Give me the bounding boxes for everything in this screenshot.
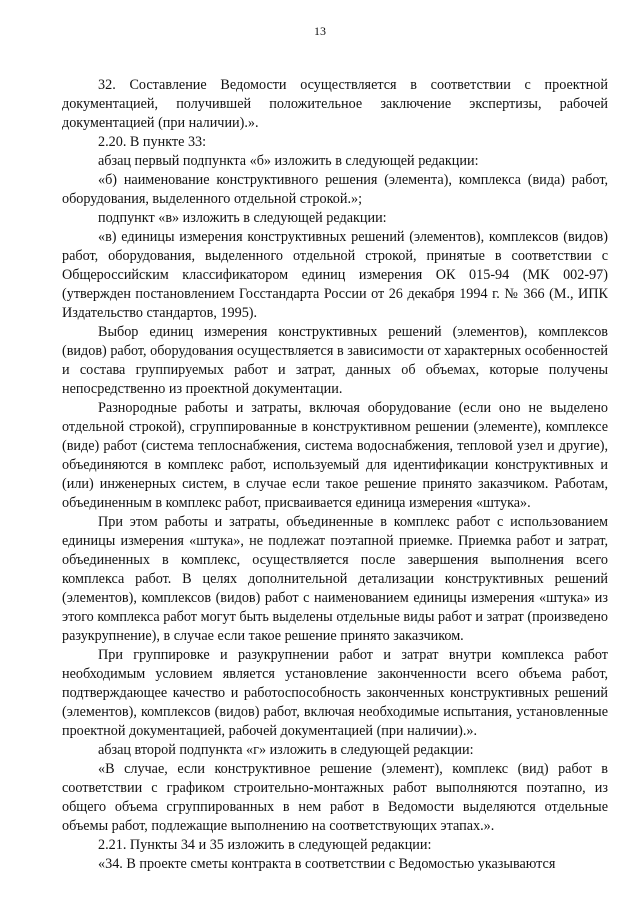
page-number: 13	[314, 24, 326, 38]
paragraph-11: абзац второй подпункта «г» изложить в следующей редакции:	[98, 742, 474, 758]
paragraph-2: 2.20. В пункте 33:	[98, 134, 207, 150]
paragraph-8: Разнородные работы и затраты, включая оборудование (если оно не выделено отдельной строкой), сгруппированные в конструктивном решении (элементе), комплексе (виде) работ (система теплоснабжения, система водоснабжения, тепловой узел и другие), объединяются в комплекс работ, используемый для идентификации конструктивных и (или) инженерных систем, в случае если такое решение принято заказчиком. Работам, объединенным в комплекс работ, присваивается единица измерения «штука».	[62, 400, 608, 511]
paragraph-7: Выбор единиц измерения конструктивных решений (элементов), комплексов (видов) работ, оборудования осуществляется в зависимости от характерных особенностей и состава группируемых работ и затрат, данных об объемах, которые получены непосредственно из проектной документации.	[62, 324, 608, 397]
paragraph-5: подпункт «в» изложить в следующей редакции:	[98, 210, 387, 226]
paragraph-9: При этом работы и затраты, объединенные в комплекс работ с использованием единицы измерения «штука», не подлежат поэтапной приемке. Приемка работ и затрат, объединенных в комплекс, осуществляется после завершения выполнения всего комплекса работ. В целях дополнительной детализации конструктивных решений (элементов), комплексов (видов) работ с наименованием единицы измерения «штука» из этого комплекса работ могут быть выделены отдельные виды работ и затрат (произведено разукрупнение), в случае если такое решение принято заказчиком.	[62, 514, 608, 644]
paragraph-10: При группировке и разукрупнении работ и затрат внутри комплекса работ необходимым условием является установление законченности всего объема работ, подтверждающее качество и работоспособность законченных конструктивных решений (элементов), комплексов (видов) работ, включая необходимые испытания, установленные проектной документацией, рабочей документацией (при наличии).».	[62, 647, 608, 739]
paragraph-14: «34. В проекте сметы контракта в соответствии с Ведомостью указываются	[98, 856, 556, 872]
paragraph-3: абзац первый подпункта «б» изложить в следующей редакции:	[98, 153, 479, 169]
document-body	[62, 76, 608, 874]
paragraph-6: «в) единицы измерения конструктивных решений (элементов), комплексов (видов) работ, оборудования, выделенного отдельной строкой, принятые в соответствии с Общероссийским классификатором единиц измерения ОК 015-94 (МК 002-97) (утвержден постановлением Госстандарта России от 26 декабря 1994 г. № 366 (М., ИПК Издательство стандартов, 1995).	[62, 229, 608, 321]
paragraph-12: «В случае, если конструктивное решение (элемент), комплекс (вид) работ в соответствии с графиком строительно-монтажных работ выполняются поэтапно, из общего объема сгруппированных в нем работ в Ведомости выделяются отдельные объемы работ, подлежащие выполнению на соответствующих этапах.».	[62, 761, 608, 834]
paragraph-1: 32. Составление Ведомости осуществляется в соответствии с проектной документацией, получившей положительное заключение экспертизы, рабочей документацией (при наличии).».	[62, 77, 608, 131]
paragraph-4: «б) наименование конструктивного решения (элемента), комплекса (вида) работ, оборудования, выделенного отдельной строкой.»;	[62, 172, 608, 207]
paragraph-13: 2.21. Пункты 34 и 35 изложить в следующей редакции:	[98, 837, 432, 853]
